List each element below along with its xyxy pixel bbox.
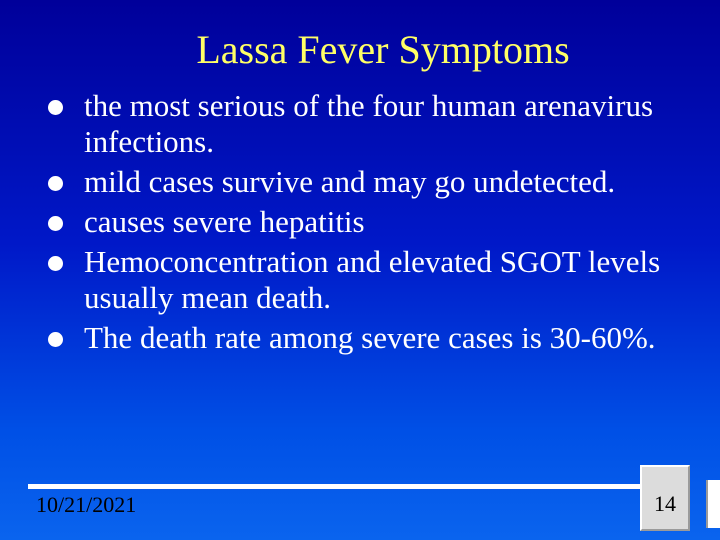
bullet-dot-icon <box>48 216 63 231</box>
bullet-dot-icon <box>48 176 63 191</box>
bullet-text: the most serious of the four human arenavirus infections. <box>84 88 654 159</box>
bullet-item <box>48 88 688 160</box>
bullet-item <box>48 204 688 240</box>
slide-title: Lassa Fever Symptoms <box>196 27 570 72</box>
page-number-box <box>640 465 690 531</box>
bullet-dot-icon <box>48 100 63 115</box>
bullet-dot-icon <box>48 332 63 347</box>
bullet-dot-icon <box>48 256 63 271</box>
bullet-text: causes severe hepatitis <box>84 204 365 239</box>
bullet-item <box>48 164 688 200</box>
bullet-text: mild cases survive and may go undetected. <box>84 164 616 199</box>
page-number: 14 <box>654 491 676 516</box>
bullet-text: Hemoconcentration and elevated SGOT levels usually mean death. <box>84 244 661 315</box>
page-corner-decoration <box>706 480 720 528</box>
footer-divider <box>28 484 640 489</box>
footer-date: 10/21/2021 <box>36 492 137 517</box>
bullet-item <box>48 320 688 356</box>
bullet-text: The death rate among severe cases is 30-60%. <box>84 320 656 355</box>
bullet-item <box>48 244 688 316</box>
bullet-list <box>48 88 688 360</box>
